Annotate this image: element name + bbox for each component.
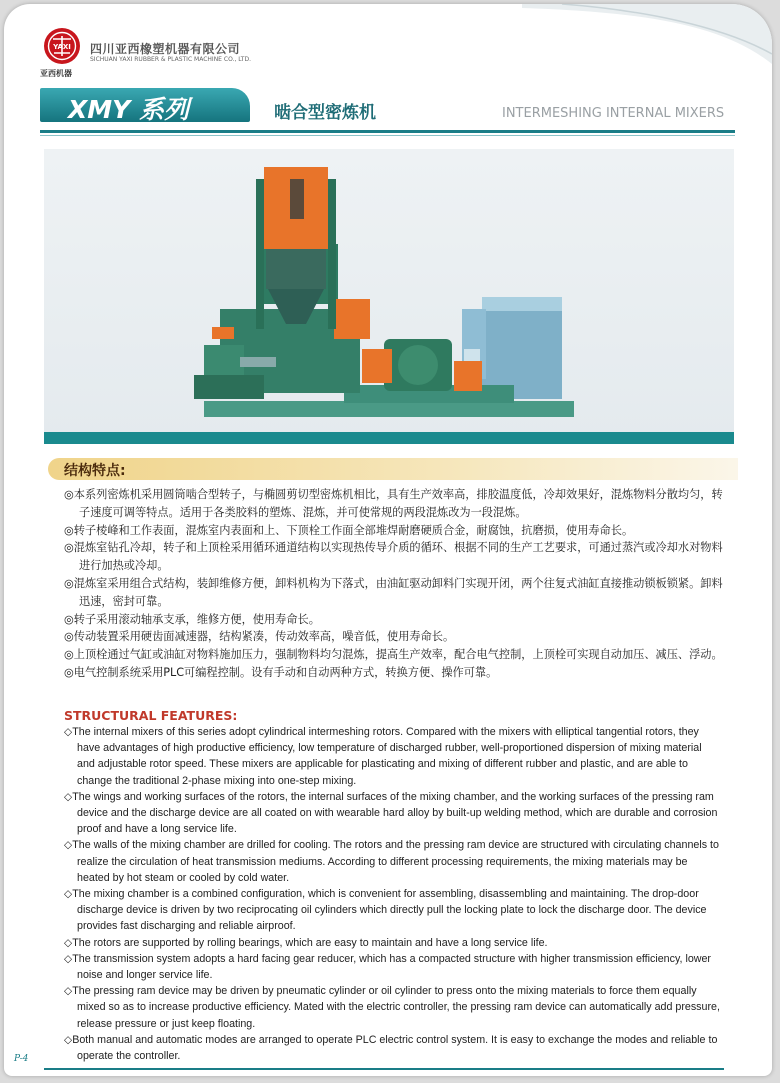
- list-item: ◎电气控制系统采用PLC可编程控制。设有手动和自动两种方式，转换方便、操作可靠。: [64, 665, 498, 679]
- list-item: ◎转子棱峰和工作表面，混炼室内表面和上、下顶栓工作面全部堆焊耐磨硬质合金，耐腐蚀，抗磨损，使用寿命长。: [64, 523, 634, 537]
- product-photo: [44, 149, 734, 444]
- machine-base: [204, 401, 574, 417]
- header-rule-thin: [40, 135, 735, 136]
- product-title-cn: 啮合型密炼机: [274, 103, 376, 123]
- list-item: ◇Both manual and automatic modes are arranged to operate PLC electric control system. It is easy to exchange the modes and reliable to operate the controller.: [64, 1033, 718, 1063]
- list-item: ◎本系列密炼机采用圆筒啮合型转子，与椭圆剪切型密炼机相比，具有生产效率高，排胶温度低，冷却效果好，混炼物料分散均匀，转子速度可调等特点。适用于各类胶料的塑炼、混炼，并可使常规的两段混炼改为一段混炼。: [64, 488, 723, 519]
- company-name-en: SICHUAN YAXI RUBBER & PLASTIC MACHINE CO., LTD.: [90, 56, 251, 63]
- company-name-cn: 四川亚西橡塑机器有限公司: [90, 42, 241, 56]
- logo-script: 亚西机器: [40, 68, 72, 78]
- page-number: P-4: [14, 1054, 29, 1064]
- list-item: ◇The internal mixers of this series adopt cylindrical intermeshing rotors. Compared with the mixers with elliptical tangential rotors, they have advantages of high productive efficiency, low temperature of discharged rubber, well-proportioned dispersion of mixing material and adjustable rotor speed. These mixers are applicable for plasticating and mixing of different rubber and plastic, and are able to change the traditional 2-phase mixing into one-step mixing.: [64, 726, 702, 787]
- list-item: ◎上顶栓通过气缸或油缸对物料施加压力，强制物料均匀混炼，提高生产效率，配合电气控制，上顶栓可实现自动加压、减压、浮动。: [64, 648, 723, 662]
- list-item: ◎转子采用滚动轴承支承，维修方便，使用寿命长。: [64, 612, 320, 626]
- list-item: ◇The walls of the mixing chamber are drilled for cooling. The rotors and the pressing ram device are structured with circulating channels to realize the circulation of heat transmission mediums. According to different processing requirements, the mixing materials may be heated by hot steam or cooled by cold water.: [64, 839, 719, 884]
- section-title-en: STRUCTURAL FEATURES:: [64, 708, 238, 723]
- list-item: ◇The wings and working surfaces of the rotors, the internal surfaces of the mixing chamber, and the working surfaces of the pressing ram device and the discharge device are all coated on with wearable hard alloy by built-up welding method, which are durable and corrosion proof and have a long service life.: [64, 790, 718, 836]
- list-item: ◇The transmission system adopts a hard facing gear reducer, which has a compacted structure with higher transmission efficiency, lower noise and longer service life.: [64, 952, 711, 982]
- list-item: ◎混炼室钻孔冷却，转子和上顶栓采用循环通道结构以实现热传导介质的循环、根据不同的生产工艺要求，可通过蒸汽或冷却水对物料进行加热或冷却。: [64, 541, 723, 573]
- header-rule: [40, 130, 735, 133]
- logo-text: YAXI: [53, 43, 71, 51]
- mixer-machine-illustration: [44, 149, 734, 444]
- list-item: ◇The pressing ram device may be driven by pneumatic cylinder or oil cylinder to press onto the mixing materials to force them equally mixed so as to increase productive efficiency. Mated with the electric controller, the pressing ram device can automatically add pressure, release pressure or just keep floating.: [64, 985, 720, 1030]
- product-title-en: INTERMESHING INTERNAL MIXERS: [502, 106, 725, 121]
- series-label: XMY 系列: [68, 95, 189, 124]
- photo-base-strip: [44, 432, 734, 444]
- company-logo: [44, 28, 80, 64]
- motor-body: [482, 297, 562, 399]
- section-title-cn: 结构特点:: [64, 463, 126, 479]
- features-list-en: [64, 724, 722, 1064]
- list-item: ◎混炼室采用组合式结构，装卸维修方便，卸料机构为下落式，由油缸驱动卸料门实现开闭，两个往复式油缸直接推动锁板锁紧。卸料迅速，密封可靠。: [64, 576, 723, 608]
- section-bar-cn: [48, 458, 738, 480]
- brochure-page: [4, 4, 772, 1076]
- series-tab: [40, 88, 250, 122]
- list-item: ◎传动装置采用硬齿面减速器，结构紧凑，传动效率高，噪音低，使用寿命长。: [64, 630, 455, 644]
- list-item: ◇The rotors are supported by rolling bearings, which are easy to maintain and have a long service life.: [64, 936, 548, 949]
- footer-rule: [44, 1068, 724, 1070]
- header-decoration: [522, 4, 772, 64]
- list-item: ◇The mixing chamber is a combined configuration, which is convenient for assembling, disassembling and maintaining. The drop-door discharge device is driven by two reciprocating oil cylinders which directly pull the locking plate to lock the discharge door. The device provides fast discharging and reliable airproof.: [64, 888, 707, 933]
- features-list-cn: [64, 486, 724, 682]
- coupling: [454, 361, 482, 391]
